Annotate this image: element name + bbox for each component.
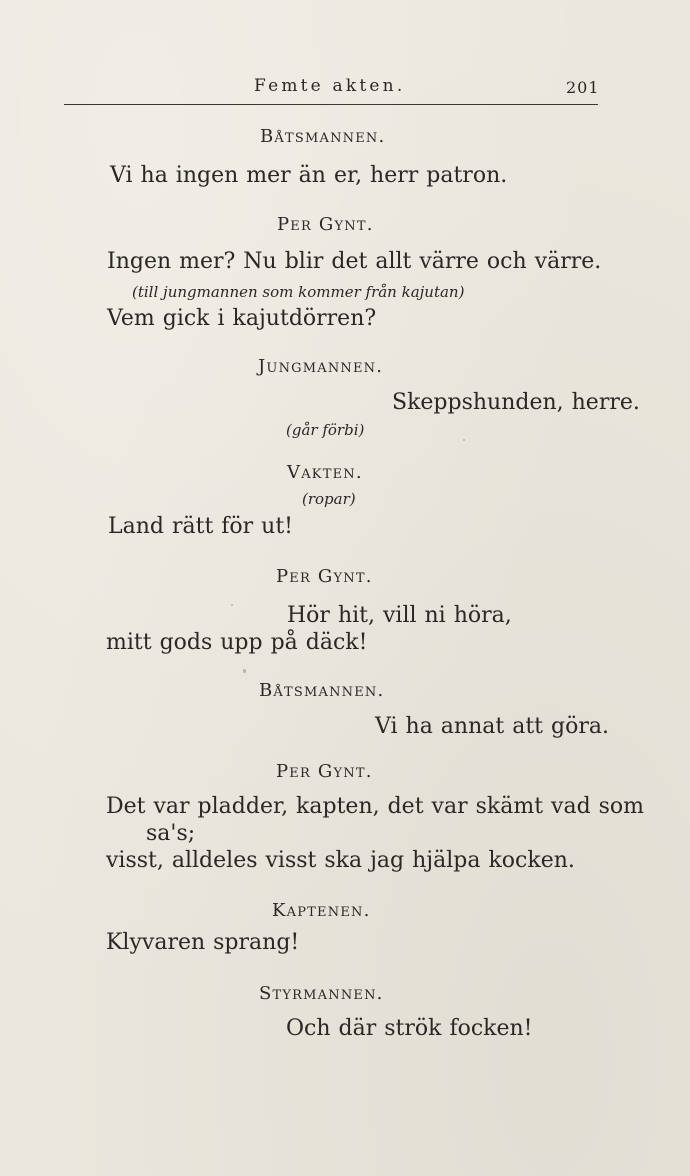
speaker-name: Kaptenen. — [272, 900, 371, 921]
stage-direction: (ropar) — [302, 490, 356, 508]
stage-direction: (till jungmannen som kommer från kajutan) — [132, 283, 465, 301]
dialogue-line: Vi ha annat att göra. — [375, 714, 609, 739]
dialogue-line: sa's; — [146, 821, 196, 846]
dialogue-line: mitt gods upp på däck! — [106, 630, 368, 655]
speaker-name: Per Gynt. — [276, 566, 373, 587]
header-rule — [64, 104, 598, 105]
dialogue-line: Det var pladder, kapten, det var skämt vad som — [106, 794, 645, 819]
speaker-name: Jungmannen. — [258, 356, 384, 377]
speaker-name: Per Gynt. — [277, 214, 374, 235]
dialogue-line: Vem gick i kajutdörren? — [107, 306, 377, 331]
paper-speck — [231, 604, 233, 606]
dialogue-line: Skeppshunden, herre. — [392, 390, 640, 415]
dialogue-line: Klyvaren sprang! — [106, 930, 300, 955]
speaker-name: Båtsmannen. — [260, 126, 386, 147]
page-number: 201 — [566, 78, 600, 97]
paper-speck — [463, 439, 465, 441]
speaker-name: Styrmannen. — [259, 983, 384, 1004]
stage-direction: (går förbi) — [286, 421, 365, 439]
speaker-name: Vakten. — [287, 462, 363, 483]
dialogue-line: visst, alldeles visst ska jag hjälpa kocken. — [106, 848, 575, 873]
dialogue-line: Ingen mer? Nu blir det allt värre och värre. — [107, 249, 602, 274]
speaker-name: Båtsmannen. — [259, 680, 385, 701]
dialogue-line: Hör hit, vill ni höra, — [287, 603, 512, 628]
dialogue-line: Vi ha ingen mer än er, herr patron. — [110, 163, 508, 188]
speaker-name: Per Gynt. — [276, 761, 373, 782]
dialogue-line: Och där strök focken! — [286, 1016, 533, 1041]
dialogue-line: Land rätt för ut! — [108, 514, 294, 539]
paper-speck — [243, 669, 246, 673]
running-head: Femte akten. — [254, 76, 406, 96]
